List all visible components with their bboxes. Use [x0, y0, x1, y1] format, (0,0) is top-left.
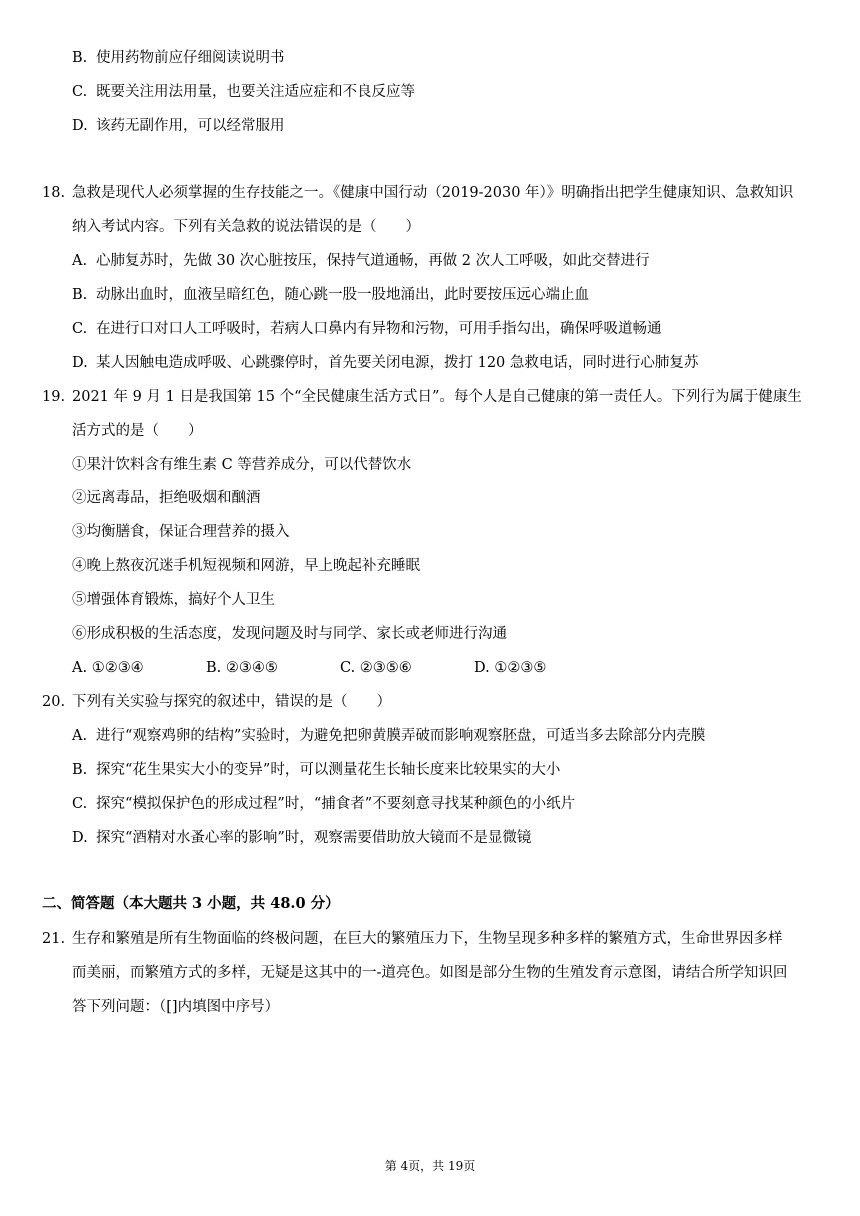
- q21-line2: 而美丽，而繁殖方式的多样，无疑是这其中的一-道亮色。如图是部分生物的生殖发育示意图，请结合所学知识回: [72, 965, 788, 981]
- q19-stem-line2: 活方式的是（ ）: [72, 423, 203, 439]
- q19-choice-b: B. ②③④⑤: [206, 660, 278, 676]
- q19-item-6: ⑥形成积极的生活态度，发现问题及时与同学、家长或老师进行沟通: [72, 626, 507, 642]
- option-letter: D.: [72, 118, 88, 134]
- q19-choice-d: D. ①②③⑤: [474, 660, 547, 676]
- option-text: 探究“花生果实大小的变异”时，可以测量花生长轴长度来比较果实的大小: [96, 762, 561, 778]
- option-text: 动脉出血时，血液呈暗红色，随心跳一股一股地涌出，此时要按压远心端止血: [96, 287, 589, 303]
- q21-number: 21.: [42, 931, 66, 947]
- option-text: 该药无副作用，可以经常服用: [96, 118, 285, 134]
- q17-option-b: [72, 48, 285, 68]
- option-letter: C.: [72, 796, 88, 812]
- option-letter: C.: [72, 84, 88, 100]
- q19-stem-line1: 2021 年 9 月 1 日是我国第 15 个“全民健康生活方式日”。每个人是自己健康的第一责任人。下列行为属于健康生: [72, 389, 802, 405]
- q17-option-c: [72, 82, 415, 102]
- option-letter: B.: [72, 762, 88, 778]
- q19-choice-a: A. ①②③④: [72, 660, 144, 676]
- q20-option-a: [72, 726, 705, 746]
- section-title: 二、简答题（本大题共 3 小题，共 48.0 分）: [42, 895, 340, 912]
- option-text: 进行“观察鸡卵的结构”实验时，为避免把卵黄膜弄破而影响观察胚盘，可适当多去除部分内壳膜: [96, 728, 706, 744]
- q20-number: 20.: [42, 694, 66, 710]
- q20-option-d: [72, 828, 531, 848]
- page-footer: 第 4页，共 19页: [384, 1159, 476, 1173]
- q18-stem-line1: 急救是现代人必须掌握的生存技能之一。《健康中国行动（2019-2030 年）》明确指出把学生健康知识、急救知识: [72, 185, 794, 201]
- q21-line1: 生存和繁殖是所有生物面临的终极问题，在巨大的繁殖压力下，生物呈现多种多样的繁殖方式，生命世界因多样: [72, 931, 783, 947]
- option-letter: B.: [72, 50, 88, 66]
- q19-item-3: ③均衡膳食，保证合理营养的摄入: [72, 524, 290, 540]
- q19-item-1: ①果汁饮料含有维生素 C 等营养成分，可以代替饮水: [72, 457, 412, 473]
- option-text: 既要关注用法用量，也要关注适应症和不良反应等: [96, 84, 415, 100]
- option-text: 在进行口对口人工呼吸时，若病人口鼻内有异物和污物，可用手指勾出，确保呼吸道畅通: [96, 321, 662, 337]
- q18-option-c: [72, 319, 662, 339]
- q18-stem-line2: 纳入考试内容。下列有关急救的说法错误的是（ ）: [72, 219, 420, 235]
- q19-item-4: ④晚上熬夜沉迷手机短视频和网游，早上晚起补充睡眠: [72, 558, 420, 574]
- option-letter: D.: [72, 830, 88, 846]
- option-text: 心肺复苏时，先做 30 次心脏按压，保持气道通畅，再做 2 次人工呼吸，如此交替进行: [96, 253, 650, 269]
- q17-option-d: [72, 116, 285, 136]
- option-letter: A.: [72, 253, 88, 269]
- option-letter: B.: [72, 287, 88, 303]
- q19-number: 19.: [42, 389, 66, 405]
- q20-stem: 下列有关实验与探究的叙述中，错误的是（ ）: [72, 694, 391, 710]
- q18-option-a: [72, 251, 650, 271]
- q18-option-b: [72, 285, 589, 305]
- q19-item-2: ②远离毒品，拒绝吸烟和酗酒: [72, 490, 261, 506]
- q21-line3: 答下列问题：（[]内填图中序号）: [72, 999, 280, 1015]
- q19-choices: [72, 658, 608, 678]
- option-text: 探究“酒精对水蚤心率的影响”时，观察需要借助放大镜而不是显微镜: [96, 830, 532, 846]
- q18-number: 18.: [42, 185, 66, 201]
- q18-option-d: [72, 353, 698, 373]
- q19-choice-c: C. ②③⑤⑥: [340, 660, 412, 676]
- option-text: 使用药物前应仔细阅读说明书: [96, 50, 285, 66]
- option-letter: D.: [72, 355, 88, 371]
- q19-item-5: ⑤增强体育锻炼，搞好个人卫生: [72, 592, 275, 608]
- option-text: 某人因触电造成呼吸、心跳骤停时，首先要关闭电源，拨打 120 急救电话，同时进行心肺复苏: [96, 355, 699, 371]
- q20-option-c: [72, 794, 575, 814]
- option-text: 探究“模拟保护色的形成过程”时，“捕食者”不要刻意寻找某种颜色的小纸片: [96, 796, 576, 812]
- option-letter: C.: [72, 321, 88, 337]
- option-letter: A.: [72, 728, 88, 744]
- q20-option-b: [72, 760, 560, 780]
